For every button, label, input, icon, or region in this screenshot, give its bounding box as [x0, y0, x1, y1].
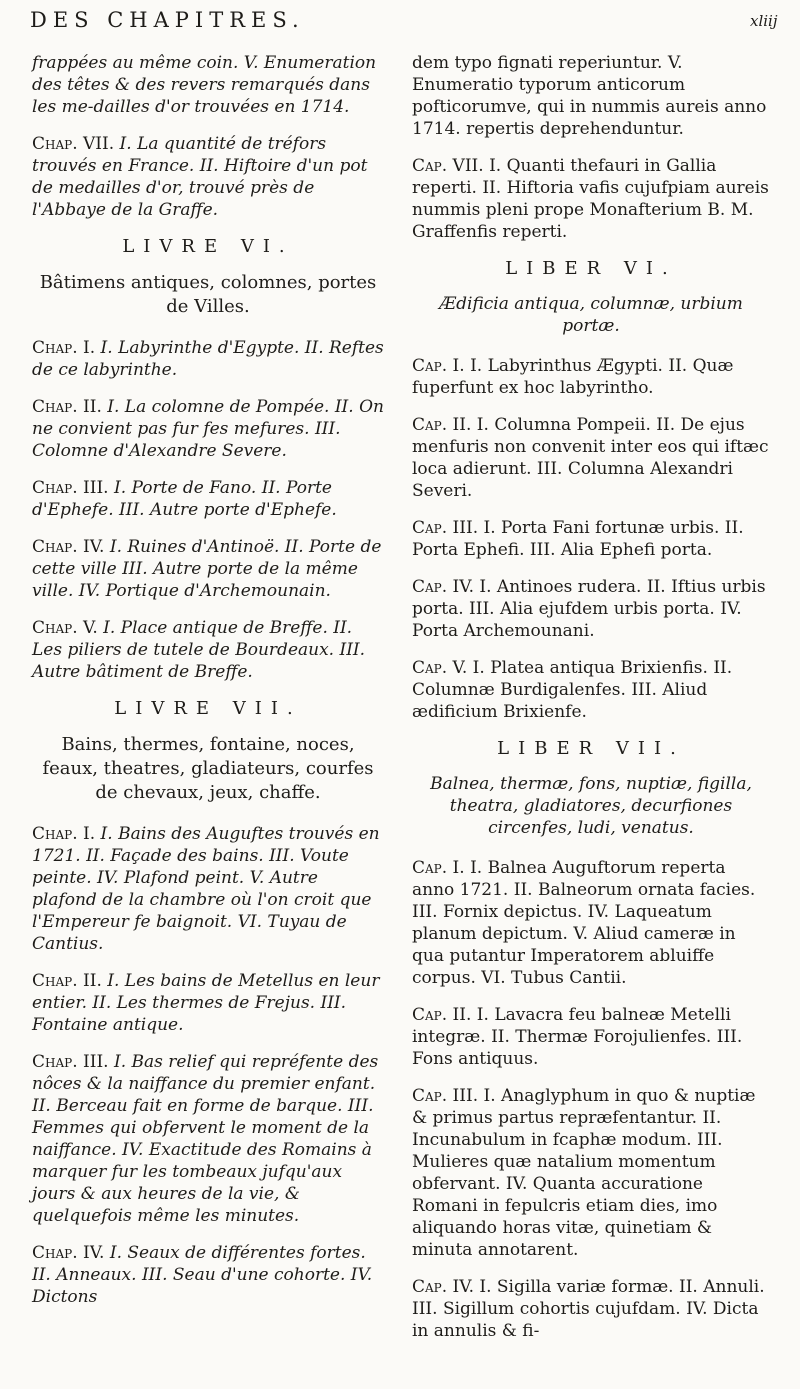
chapter-entry: [412, 857, 770, 989]
book-title: LIBER VII.: [497, 738, 685, 759]
running-title: DES CHAPITRES.: [30, 8, 305, 32]
chapter-text: I. Les bains de Metellus en leur entier. II. Les thermes de Frejus. III. Fontaine antique.: [32, 971, 380, 1035]
chapter-entry: [412, 355, 770, 399]
chapter-label: Cap. VII.: [412, 156, 484, 176]
chapter-label: Cap. III.: [412, 1086, 479, 1106]
book-subject: Bâtimens antiques, colomnes, portes de Villes.: [39, 272, 377, 317]
entry-text: dem typo fignati reperiuntur. V. Enumeratio typorum anticorum pofticorumve, qui in nummis aureis anno 1714. repertis deprehenduntur.: [412, 53, 767, 139]
chapter-entry: [32, 1051, 384, 1227]
chapter-entry: [412, 576, 770, 642]
chapter-text: I. La colomne de Pompée. II. On ne convient pas fur fes mefures. III. Colomne d'Alexandre Severe.: [32, 397, 384, 461]
chapter-entry: [32, 970, 384, 1036]
chapter-entry: [32, 337, 384, 381]
book-subject: Bains, thermes, fontaine, noces, feaux, theatres, gladiateurs, courfes de chevaux, jeux, chaffe.: [42, 734, 374, 803]
chapter-text: I. Place antique de Breffe. II. Les piliers de tutele de Bourdeaux. III. Autre bâtiment de Breffe.: [32, 618, 366, 682]
chapter-label: Chap. I.: [32, 338, 96, 358]
latin-column: [412, 52, 770, 1357]
chapter-entry: [32, 477, 384, 521]
chapter-label: Chap. I.: [32, 824, 96, 844]
chapter-entry: [412, 1085, 770, 1261]
book-subject: Balnea, thermæ, fons, nuptiæ, figilla, theatra, gladiatores, decurfiones circenfes, ludi, venatus.: [430, 774, 752, 838]
page-number: xliij: [750, 12, 778, 30]
chapter-entry: [412, 414, 770, 502]
chapter-text: I. Lavacra feu balneæ Metelli integræ. II. Thermæ Forojulienfes. III. Fons antiquus.: [412, 1005, 743, 1069]
chapter-text: I. Bas relief qui repréfente des nôces & la naiffance du premier enfant. II. Berceau fait en forme de barque. III. Femmes qui obfervent le moment de la naiffance. IV. Exactitude des Romains à marquer fur les tombeaux jufqu'aux jours & aux heures de la vie, & quelquefois même les minutes.: [32, 1052, 379, 1226]
chapter-text: I. Labyrinthus Ægypti. II. Quæ fuperfunt ex hoc labyrintho.: [412, 356, 734, 398]
chapter-text: I. Antinoes rudera. II. Iftius urbis porta. III. Alia ejufdem urbis porta. IV. Porta Archemounani.: [412, 577, 766, 641]
chapter-label: Chap. III.: [32, 1052, 109, 1072]
book-title: LIVRE VII.: [114, 698, 302, 719]
chapter-label: Chap. II.: [32, 971, 102, 991]
chapter-entry: [32, 536, 384, 602]
intro-entry: [412, 52, 770, 140]
chapter-text: I. Platea antiqua Brixienfis. II. Columnæ Burdigalenfes. III. Aliud ædificium Brixienfe.: [412, 658, 733, 722]
french-column: [32, 52, 384, 1323]
chapter-label: Chap. II.: [32, 397, 102, 417]
chapter-label: Cap. III.: [412, 518, 479, 538]
chapter-label: Chap. III.: [32, 478, 109, 498]
chapter-text: I. Ruines d'Antinoë. II. Porte de cette ville III. Autre porte de la même ville. IV. Portique d'Archemounain.: [32, 537, 382, 601]
chapter-entry: [32, 617, 384, 683]
chapter-label: Cap. V.: [412, 658, 468, 678]
chapter-label: Cap. I.: [412, 356, 465, 376]
chapter-text: I. Seaux de différentes fortes. II. Anneaux. III. Seau d'une cohorte. IV. Dictons: [32, 1243, 373, 1307]
chapter-text: I. La quantité de tréfors trouvés en France. II. Hiftoire d'un pot de medailles d'or, trouvé près de l'Abbaye de la Graffe.: [32, 134, 368, 220]
chapter-entry: [32, 1242, 384, 1308]
chapter-text: I. Porta Fani fortunæ urbis. II. Porta Ephefi. III. Alia Ephefi porta.: [412, 518, 744, 560]
chapter-entry: [412, 517, 770, 561]
chapter-label: Cap. I.: [412, 858, 465, 878]
book-title: LIVRE VI.: [122, 236, 294, 257]
chapter-text: I. Columna Pompeii. II. De ejus menfuris non convenit inter eos qui iftæc loca adierunt. III. Columna Alexandri Severi.: [412, 415, 769, 501]
chapter-entry: [32, 133, 384, 221]
chapter-label: Cap. IV.: [412, 577, 474, 597]
entry-text: frappées au même coin. V. Enumeration des têtes & des revers remarqués dans les me-dailles d'or trouvées en 1714.: [32, 53, 377, 117]
chapter-label: Chap. V.: [32, 618, 98, 638]
chapter-entry: [412, 1004, 770, 1070]
chapter-text: I. Porte de Fano. II. Porte d'Ephefe. III. Autre porte d'Ephefe.: [32, 478, 337, 520]
chapter-entry: [412, 1276, 770, 1342]
chapter-label: Cap. II.: [412, 415, 472, 435]
chapter-text: I. Quanti thefauri in Gallia reperti. II. Hiftoria vafis cujufpiam aureis nummis pleni prope Monafterium B. M. Graffenfis reperti.: [412, 156, 769, 242]
chapter-entry: [32, 823, 384, 955]
chapter-text: I. Labyrinthe d'Egypte. II. Reftes de ce labyrinthe.: [32, 338, 384, 380]
chapter-text: I. Bains des Auguftes trouvés en 1721. II. Façade des bains. III. Voute peinte. IV. Plafond peint. V. Autre plafond de la chambre où l'on croit que l'Empereur fe baignoit. VI. Tuyau de Cantius.: [32, 824, 380, 954]
chapter-entry: [412, 155, 770, 243]
chapter-label: Chap. IV.: [32, 1243, 105, 1263]
chapter-label: Cap. II.: [412, 1005, 472, 1025]
chapter-text: I. Anaglyphum in quo & nuptiæ & primus partus repræfentantur. II. Incunabulum in fcaphæ modum. III. Mulieres quæ natalium momentum obfervant. IV. Quanta accuratione Romani in fepulcris etiam dies, imo aliquando horas vitæ, quinetiam & minuta annotarent.: [412, 1086, 756, 1260]
chapter-label: Chap. VII.: [32, 134, 115, 154]
chapter-text: I. Sigilla variæ formæ. II. Annuli. III. Sigillum cohortis cujufdam. IV. Dicta in annulis & fi-: [412, 1277, 765, 1341]
chapter-text: I. Balnea Auguftorum reperta anno 1721. II. Balneorum ornata facies. III. Fornix depictus. IV. Laqueatum planum depictum. V. Aliud cameræ in qua putantur Imperatorem abluiffe corpus. VI. Tubus Cantii.: [412, 858, 756, 988]
book-subject: Ædificia antiqua, columnæ, urbium portæ.: [439, 294, 743, 336]
chapter-label: Chap. IV.: [32, 537, 105, 557]
running-header: [0, 8, 800, 44]
book-title: LIBER VI.: [505, 258, 677, 279]
intro-entry: [32, 52, 384, 118]
chapter-entry: [412, 657, 770, 723]
chapter-label: Cap. IV.: [412, 1277, 474, 1297]
chapter-entry: [32, 396, 384, 462]
